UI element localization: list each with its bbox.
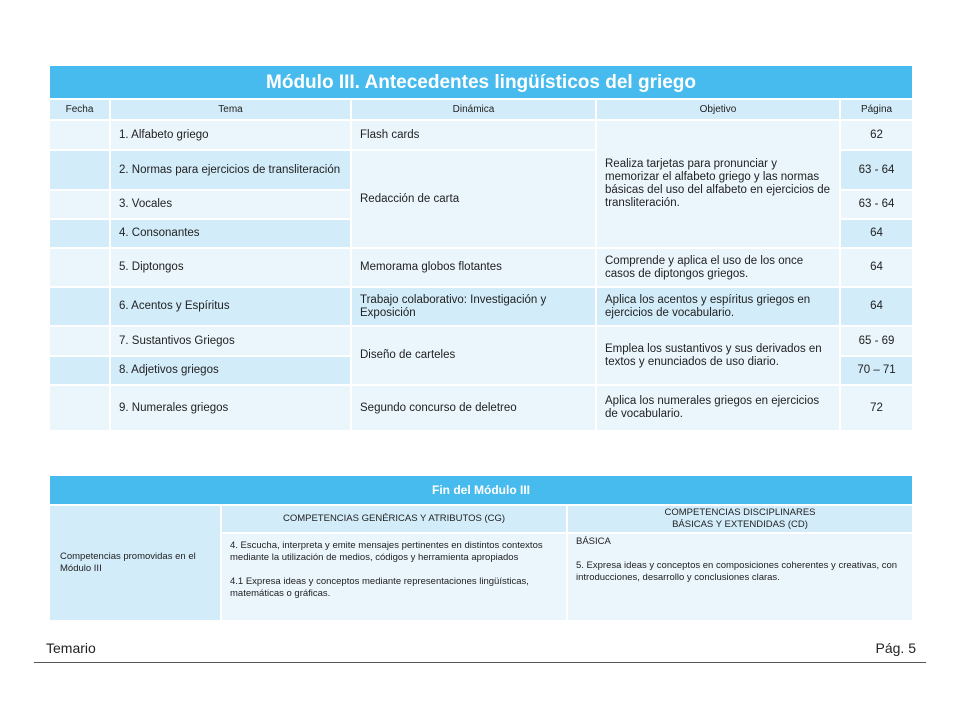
pagina-cell: 63 - 64 bbox=[840, 190, 913, 219]
tema-cell: 2. Normas para ejercicios de transliteración bbox=[110, 150, 351, 190]
competencies-label: Competencias promovidas en el Módulo III bbox=[49, 505, 221, 621]
header-objetivo: Objetivo bbox=[596, 99, 840, 120]
disciplinary-header-line1: COMPETENCIAS DISCIPLINARES bbox=[664, 507, 816, 518]
footer-section-title: Temario bbox=[46, 640, 96, 656]
tema-cell: 1. Alfabeto griego bbox=[110, 120, 351, 150]
objetivo-cell: Emplea los sustantivos y sus derivados en textos y enunciados de uso diario. bbox=[596, 326, 840, 385]
generic-competencies-header: COMPETENCIAS GENÉRICAS Y ATRIBUTOS (CG) bbox=[221, 505, 567, 533]
dinamica-cell: Segundo concurso de deletreo bbox=[351, 385, 596, 431]
dinamica-cell: Memorama globos flotantes bbox=[351, 248, 596, 287]
pagina-cell: 62 bbox=[840, 120, 913, 150]
header-dinamica: Dinámica bbox=[351, 99, 596, 120]
tema-cell: 8. Adjetivos griegos bbox=[110, 356, 351, 385]
fecha-cell bbox=[49, 219, 110, 248]
table-row bbox=[49, 287, 913, 326]
disciplinary-competency-5: 5. Expresa ideas y conceptos en composiciones coherentes y creativas, con introducciones, desarrollo y conclusiones claras. bbox=[576, 560, 898, 583]
pagina-cell: 64 bbox=[840, 219, 913, 248]
tema-cell: 4. Consonantes bbox=[110, 219, 351, 248]
pagina-cell: 70 – 71 bbox=[840, 356, 913, 385]
footer-divider bbox=[34, 662, 926, 663]
dinamica-cell: Redacción de carta bbox=[351, 150, 596, 248]
objetivo-cell: Comprende y aplica el uso de los once casos de diptongos griegos. bbox=[596, 248, 840, 287]
table-row bbox=[49, 120, 913, 150]
module-table bbox=[48, 64, 914, 432]
end-module-title: Fin del Módulo III bbox=[49, 475, 913, 505]
disciplinary-competencies-header bbox=[567, 505, 913, 533]
header-pagina: Página bbox=[840, 99, 913, 120]
fecha-cell bbox=[49, 248, 110, 287]
fecha-cell bbox=[49, 150, 110, 190]
generic-competencies-body bbox=[221, 533, 567, 621]
tema-cell: 7. Sustantivos Griegos bbox=[110, 326, 351, 356]
objetivo-cell: Realiza tarjetas para pronunciar y memorizar el alfabeto griego y las normas básicas del uso del alfabeto en ejercicios de transliteración. bbox=[596, 120, 840, 248]
pagina-cell: 72 bbox=[840, 385, 913, 431]
header-fecha: Fecha bbox=[49, 99, 110, 120]
fecha-cell bbox=[49, 190, 110, 219]
fecha-cell bbox=[49, 287, 110, 326]
header-tema: Tema bbox=[110, 99, 351, 120]
fecha-cell bbox=[49, 120, 110, 150]
pagina-cell: 65 - 69 bbox=[840, 326, 913, 356]
dinamica-cell: Diseño de carteles bbox=[351, 326, 596, 385]
fecha-cell bbox=[49, 356, 110, 385]
pagina-cell: 63 - 64 bbox=[840, 150, 913, 190]
objetivo-cell: Aplica los numerales griegos en ejercicios de vocabulario. bbox=[596, 385, 840, 431]
tema-cell: 3. Vocales bbox=[110, 190, 351, 219]
dinamica-cell: Flash cards bbox=[351, 120, 596, 150]
generic-competency-4: 4. Escucha, interpreta y emite mensajes pertinentes en distintos contextos mediante la utilización de medios, códigos y herramienta apropiados bbox=[230, 540, 543, 563]
page-number: Pág. 5 bbox=[875, 640, 916, 656]
pagina-cell: 64 bbox=[840, 287, 913, 326]
disciplinary-header-line2: BÁSICAS Y EXTENDIDAS (CD) bbox=[672, 519, 808, 530]
pagina-cell: 64 bbox=[840, 248, 913, 287]
tema-cell: 9. Numerales griegos bbox=[110, 385, 351, 431]
tema-cell: 5. Diptongos bbox=[110, 248, 351, 287]
module-title: Módulo III. Antecedentes lingüísticos del griego bbox=[49, 65, 913, 99]
objetivo-cell: Aplica los acentos y espíritus griegos en ejercicios de vocabulario. bbox=[596, 287, 840, 326]
fecha-cell bbox=[49, 385, 110, 431]
competencies-table bbox=[48, 474, 914, 622]
tema-cell: 6. Acentos y Espíritus bbox=[110, 287, 351, 326]
basic-label: BÁSICA bbox=[576, 536, 611, 547]
table-header-row bbox=[49, 99, 913, 120]
table-row bbox=[49, 385, 913, 431]
disciplinary-competencies-body bbox=[567, 533, 913, 621]
dinamica-cell: Trabajo colaborativo: Investigación y Exposición bbox=[351, 287, 596, 326]
table-row bbox=[49, 248, 913, 287]
fecha-cell bbox=[49, 326, 110, 356]
table-row bbox=[49, 326, 913, 356]
generic-competency-4-1: 4.1 Expresa ideas y conceptos mediante representaciones lingüísticas, matemáticas o gráficas. bbox=[230, 576, 529, 599]
